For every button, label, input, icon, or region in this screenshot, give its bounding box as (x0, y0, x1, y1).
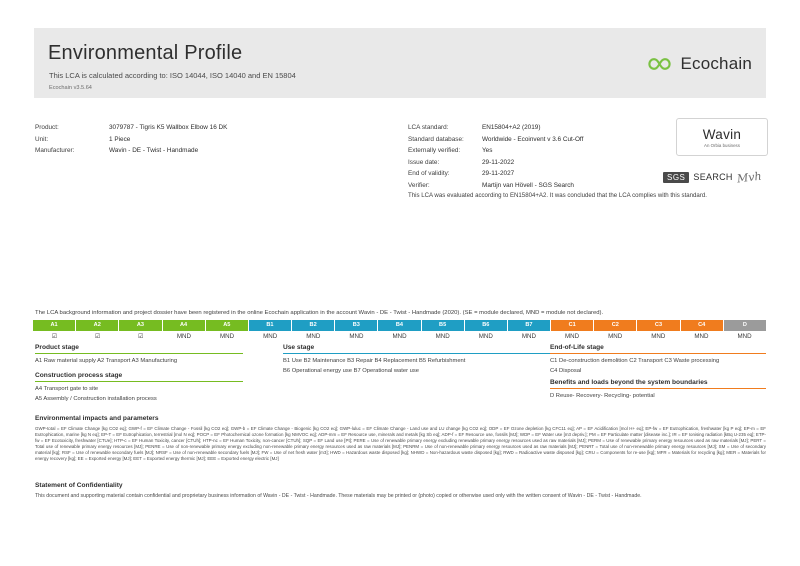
module-code-cell: B2 (292, 320, 335, 331)
header-version: Ecochain v3.5.64 (49, 85, 92, 91)
module-code-cell: C1 (551, 320, 594, 331)
module-value-cell: ☑ (76, 331, 119, 343)
module-value-cell: MND (464, 331, 507, 343)
meta-key: Externally verified: (408, 147, 461, 154)
module-value-cell: MND (594, 331, 637, 343)
meta-key: Product: (35, 124, 59, 131)
meta-value: Wavin - DE - Twist - Handmade (109, 147, 199, 154)
module-code-cell: B3 (335, 320, 378, 331)
stage-item-c4: C4 Disposal (550, 367, 582, 374)
manufacturer-name: Wavin (702, 126, 742, 142)
meta-key: Issue date: (408, 158, 440, 166)
stage-items-c1-c3: C1 De-construction demolition C2 Transport C3 Waste processing (550, 358, 720, 364)
stage-divider (35, 353, 243, 354)
meta-value: 29-11-2027 (482, 170, 515, 177)
infinity-icon (646, 56, 673, 72)
manufacturer-tagline: An Orbia business (704, 142, 740, 148)
module-code-cell: A2 (76, 320, 119, 331)
stage-items: A1 Raw material supply A2 Transport A3 Manufacturing (35, 358, 178, 364)
stage-title: End-of-Life stage (550, 344, 604, 351)
module-code-cell: B4 (378, 320, 421, 331)
stage-title: Benefits and loads beyond the system boundaries (550, 379, 708, 386)
module-code-cell: C2 (594, 320, 637, 331)
module-code-cell: A5 (206, 320, 249, 331)
stage-divider (550, 353, 766, 354)
header-subtitle: This LCA is calculated according to: ISO 14044, ISO 14040 and EN 15804 (49, 71, 296, 80)
module-table (33, 320, 766, 343)
module-value-cell: MND (507, 331, 550, 343)
stage-title: Use stage (283, 344, 315, 351)
meta-key: LCA standard: (408, 124, 449, 131)
meta-row (35, 145, 365, 157)
stage-divider (283, 353, 563, 354)
confidentiality-body: This document and supporting material contain confidential and proprietary business information of Wavin - DE - Twist - Handmade. These materials may be printed or (photo) copied or otherwise used only with the written consent of Wavin - DE - Twist - Handmade. (35, 493, 642, 499)
module-code-cell: D (724, 320, 766, 331)
meta-row (408, 157, 738, 169)
meta-value: 3079787 - Tigris K5 Wallbox Elbow 16 DK (109, 124, 228, 131)
module-value-cell: MND (249, 331, 292, 343)
stage-divider (35, 381, 243, 382)
module-value-cell: MND (551, 331, 594, 343)
stage-title: Product stage (35, 344, 79, 351)
module-code-cell: B7 (508, 320, 551, 331)
meta-value: Martijn van Hövell - SGS Search (482, 181, 574, 189)
meta-key: Manufacturer: (35, 147, 75, 154)
module-value-row (33, 331, 766, 343)
module-code-cell: C3 (637, 320, 680, 331)
stage-benefits (550, 379, 766, 402)
module-value-cell: MND (421, 331, 464, 343)
registration-note: The LCA background information and project dossier have been registered in the online Ecochain application in the account Wavin - DE - Twist - Handmade (2020). (SE = module declared, MND = module not declared). (35, 310, 604, 316)
product-meta-block (35, 122, 365, 157)
verification-note: This LCA was evaluated according to EN15804+A2. It was concluded that the LCA complies with this standard. (408, 192, 707, 199)
module-value-cell: MND (292, 331, 335, 343)
module-value-cell: ☑ (119, 331, 162, 343)
meta-key: Standard database: (408, 135, 464, 143)
module-value-cell: MND (723, 331, 766, 343)
meta-key: Verifier: (408, 181, 430, 189)
meta-value: Worldwide - Ecoinvent v 3.6 Cut-Off (482, 135, 584, 143)
module-value-cell: MND (378, 331, 421, 343)
stage-title: Construction process stage (35, 372, 123, 379)
ecochain-logo (646, 54, 752, 74)
meta-row (35, 134, 365, 146)
module-code-cell: A3 (119, 320, 162, 331)
meta-key: End of validity: (408, 170, 450, 177)
stage-divider (550, 388, 766, 389)
page-title: Environmental Profile (48, 42, 243, 64)
stage-items-b6-b7: B6 Operational energy use B7 Operational water use (283, 367, 419, 374)
stage-item-a4: A4 Transport gate to site (35, 386, 99, 392)
stage-endoflife (550, 344, 766, 376)
module-code-cell: A4 (163, 320, 206, 331)
module-code-cell: B6 (465, 320, 508, 331)
module-value-cell: ☑ (33, 331, 76, 343)
impacts-title: Environmental impacts and parameters (35, 415, 159, 422)
stage-construction (35, 372, 243, 404)
ecochain-wordmark: Ecochain (680, 54, 752, 73)
module-code-cell: A1 (33, 320, 76, 331)
meta-value: Yes (482, 147, 493, 154)
confidentiality-title: Statement of Confidentiality (35, 482, 123, 489)
verifier-marks (663, 168, 768, 186)
verifier-signature: Mvh (736, 169, 762, 185)
meta-value: 29-11-2022 (482, 158, 515, 166)
impacts-body: GWP-total = EF Climate Change [kg CO2 eq]; GWP-f = EF Climate Change - Fossil [kg CO2 eq]; GWP-b = EF Climate Change - Biogenic [kg CO2 eq]; GWP-luluc = EF Climate Change - Land use and LU change [kg CO2 eq]; ODP = EF Ozone depletion [kg CFC11 eq]; AP = EF Acidification [mol H+ eq]; EP-fw = EF Eutrophication, freshwater [kg P eq]; EP-m = EF Eutrophication, marine [kg N eq]; EP-T = EF Eutrophication, terrestrial [mol N eq]; POCP = EF Photochemical ozone formation [kg NMVOC eq]; ADP-mm = EF Resource use, minerals and metals [kg Sb eq]; ADP-f = EF Resource use, fossils [MJ]; WDP = EF Water use [m3 depriv.]; PM = EF Particulate matter [disease inc.]; IR = EF Ionising radiation [kBq U-235 eq]; ETP-fw = EF Ecotoxicity, freshwater [CTUe]; HTP-c = EF Human Toxicity, cancer [CTUh]; HTP-nc = EF Human Toxicity, non-cancer [CTUh]; SQP = EF Land use [Pt]; PERE = Use of renewable primary energy excluding renewable primary energy resources used as raw materials [MJ]; PERM = Use of renewable primary energy resources used as raw materials [MJ]; PERT = Total use of renewable primary energy resources [MJ]; PENRE = Use of non-renewable primary energy excluding non-renewable primary energy resources used as raw materials [MJ]; PENRM = Use of non-renewable primary energy resources used as raw materials [MJ]; PENRT = Total use of non-renewable primary energy resources [MJ]; SM = Use of secondary material [kg]; RSF = Use of renewable secondary fuels [MJ]; NRSF = Use of non-renewable secondary fuels [MJ]; FW = Use of net fresh water [m3]; HWD = Hazardous waste disposed [kg]; NHWD = Non-hazardous waste disposed [kg]; RWD = Radioactive waste disposed [kg]; CRU = Components for re-use [kg]; MFR = Materials for recycling [kg]; MER = Materials for energy recovery [kg]; EE = Exported energy [MJ]; EET = Exported energy thermic [MJ]; EEE = Exported energy electric [MJ] (35, 426, 766, 462)
meta-key: Unit: (35, 135, 49, 143)
stage-use (283, 344, 563, 376)
meta-value: EN15804+A2 (2019) (482, 124, 541, 131)
module-value-cell: MND (206, 331, 249, 343)
module-code-cell: C4 (681, 320, 724, 331)
module-value-cell: MND (680, 331, 723, 343)
module-value-cell: MND (637, 331, 680, 343)
module-code-cell: B1 (249, 320, 292, 331)
search-wordmark: SEARCH (693, 172, 733, 182)
module-code-cell: B5 (422, 320, 465, 331)
stage-item-a5: A5 Assembly / Construction installation process (35, 395, 157, 402)
meta-value: 1 Piece (109, 135, 131, 143)
module-code-row (33, 320, 766, 331)
manufacturer-logo (676, 118, 768, 156)
sgs-badge: SGS (663, 172, 689, 183)
meta-row (35, 122, 365, 134)
stage-items-b1-b5: B1 Use B2 Maintenance B3 Repair B4 Replacement B5 Refurbishment (283, 358, 466, 364)
stage-product (35, 344, 243, 367)
stage-item-d: D Reuse- Recovery- Recycling- potential (550, 393, 655, 399)
document-header (34, 28, 766, 98)
module-value-cell: MND (162, 331, 205, 343)
module-value-cell: MND (335, 331, 378, 343)
